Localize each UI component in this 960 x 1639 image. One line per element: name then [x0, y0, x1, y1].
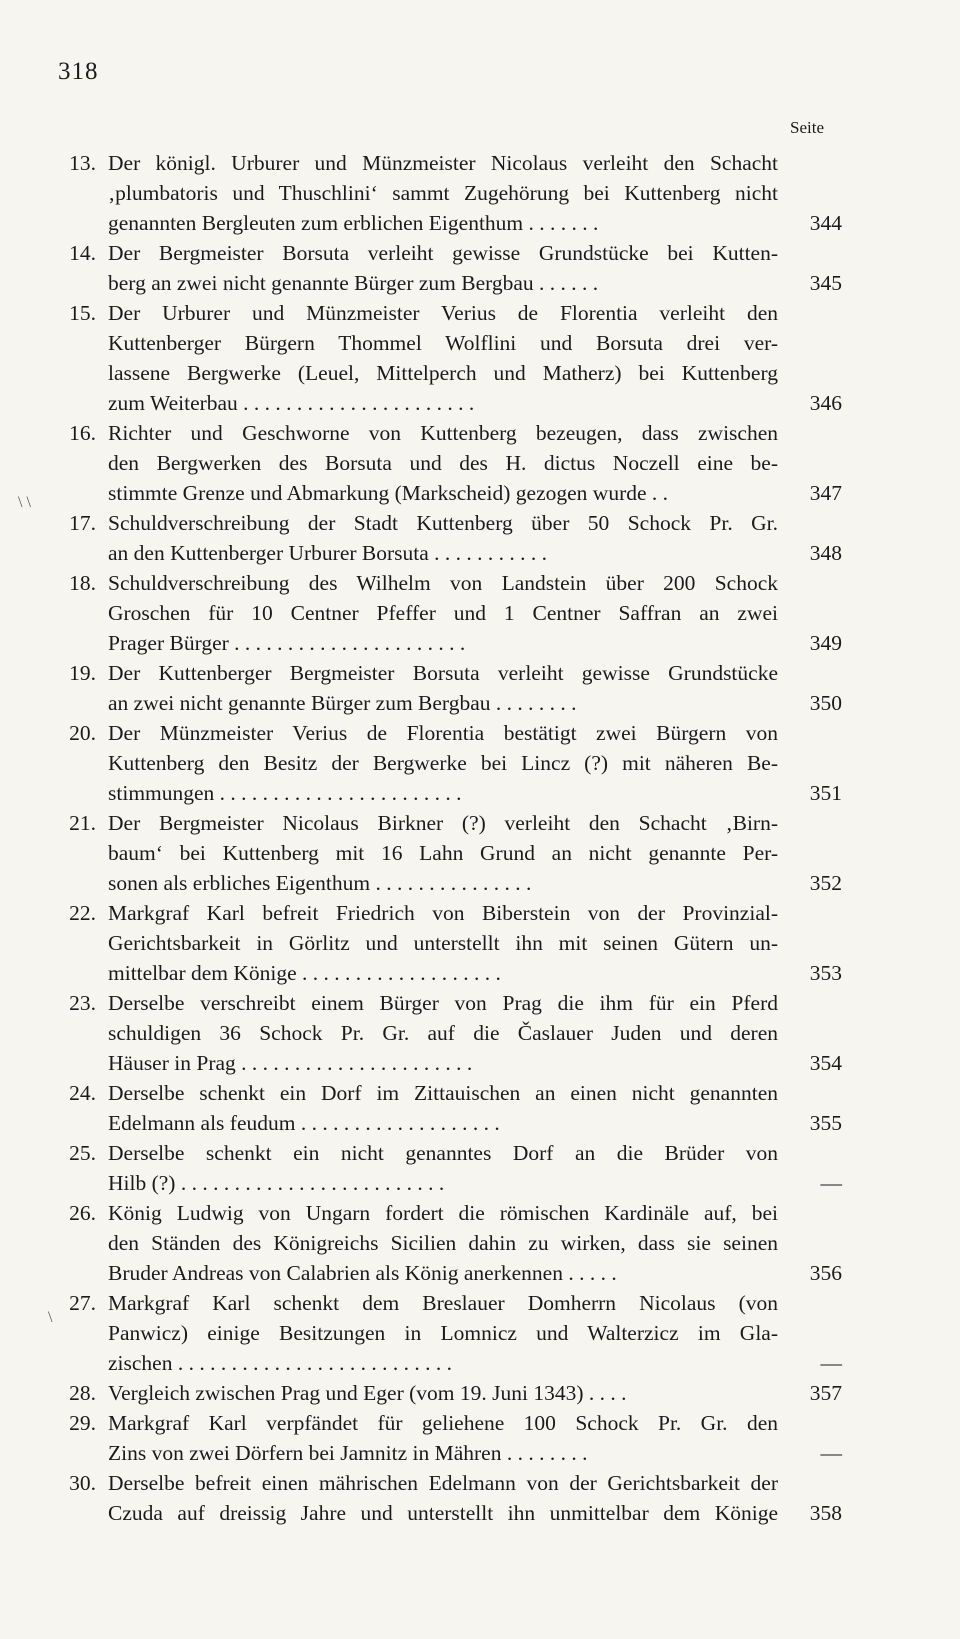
toc-entry-line: [56, 868, 846, 898]
entry-text: Markgraf Karl verpfändet für geliehene 100 Schock Pr. Gr. den: [108, 1411, 778, 1435]
toc-entry: [56, 1078, 846, 1138]
entry-page-ref: 345: [809, 271, 842, 295]
toc-entry-line: [56, 1378, 846, 1408]
margin-annotation: \: [48, 1309, 53, 1326]
entry-page-ref: 355: [809, 1111, 842, 1135]
toc-entry-line: [56, 1318, 846, 1348]
toc-entry-line: [56, 1438, 846, 1468]
entry-page-ref: 357: [809, 1381, 842, 1405]
toc-entry-line: [56, 928, 846, 958]
toc-entry: [56, 238, 846, 298]
entry-text: Der Münzmeister Verius de Florentia bestätigt zwei Bürgern von: [108, 721, 778, 745]
entry-number: 23.: [69, 991, 96, 1015]
page-number: 318: [58, 58, 99, 85]
entry-text: Schuldverschreibung des Wilhelm von Landstein über 200 Schock: [108, 571, 778, 595]
toc-entry-line: [56, 388, 846, 418]
margin-annotation: \ \: [18, 494, 31, 511]
entry-text: Markgraf Karl schenkt dem Breslauer Domherrn Nicolaus (von: [108, 1291, 778, 1315]
toc-entry: [56, 1198, 846, 1288]
toc-entry-line: [56, 418, 846, 448]
entry-text: berg an zwei nicht genannte Bürger zum Bergbau . . . . . .: [108, 271, 599, 295]
entry-text: Markgraf Karl befreit Friedrich von Biberstein von der Provinzial-: [108, 901, 778, 925]
toc-entry: [56, 148, 846, 238]
entry-text: ‚plumbatoris und Thuschlini‘ sammt Zugehörung bei Kuttenberg nicht: [108, 181, 778, 205]
toc-entry-line: [56, 748, 846, 778]
toc-entry-line: [56, 958, 846, 988]
entry-text: genannten Bergleuten zum erblichen Eigenthum . . . . . . .: [108, 211, 599, 235]
toc-entry-line: [56, 538, 846, 568]
toc-entry-line: [56, 838, 846, 868]
entry-number: 16.: [69, 421, 96, 445]
toc-entry-line: [56, 628, 846, 658]
toc-entry-line: [56, 448, 846, 478]
entry-text: schuldigen 36 Schock Pr. Gr. auf die Časlauer Juden und deren: [108, 1021, 778, 1045]
entry-number: 22.: [69, 901, 96, 925]
entry-page-ref: 353: [809, 961, 842, 985]
entry-text: den Bergwerken des Borsuta und des H. dictus Noczell eine be-: [108, 451, 778, 475]
entry-number: 30.: [69, 1471, 96, 1495]
toc-entry-line: [56, 1228, 846, 1258]
entry-text: Gerichtsbarkeit in Görlitz und unterstellt ihn mit seinen Gütern un-: [108, 931, 778, 955]
toc-entry: [56, 718, 846, 808]
entry-text: mittelbar dem Könige . . . . . . . . . . . . . . . . . . .: [108, 961, 501, 985]
toc-entry-line: [56, 1408, 846, 1438]
entry-text: Hilb (?) . . . . . . . . . . . . . . . . . . . . . . . . .: [108, 1171, 445, 1195]
entry-text: Derselbe schenkt ein Dorf im Zittauischen an einen nicht genannten: [108, 1081, 778, 1105]
toc-entry-line: [56, 688, 846, 718]
toc-entry-line: [56, 1108, 846, 1138]
entry-text: zischen . . . . . . . . . . . . . . . . . . . . . . . . . .: [108, 1351, 452, 1375]
entry-text: Derselbe schenkt ein nicht genanntes Dorf an die Brüder von: [108, 1141, 778, 1165]
entry-page-ref: 352: [809, 871, 842, 895]
toc-entry: [56, 1378, 846, 1408]
entry-number: 27.: [69, 1291, 96, 1315]
toc-entry: [56, 808, 846, 898]
entry-page-ref: —: [820, 1351, 842, 1375]
toc-entry-line: [56, 898, 846, 928]
toc-entry: [56, 1288, 846, 1378]
entry-text: Der Bergmeister Nicolaus Birkner (?) verleiht den Schacht ‚Birn-: [108, 811, 778, 835]
entry-text: Kuttenberg den Besitz der Bergwerke bei Lincz (?) mit näheren Be-: [108, 751, 778, 775]
entry-number: 13.: [69, 151, 96, 175]
entry-text: Der Urburer und Münzmeister Verius de Florentia verleiht den: [108, 301, 778, 325]
toc-entry-line: [56, 598, 846, 628]
toc-entry: [56, 898, 846, 988]
entry-text: Der königl. Urburer und Münzmeister Nicolaus verleiht den Schacht: [108, 151, 778, 175]
entry-page-ref: 346: [809, 391, 842, 415]
table-of-contents: [56, 148, 846, 1528]
entry-page-ref: 350: [809, 691, 842, 715]
toc-entry: [56, 1408, 846, 1468]
toc-entry-line: [56, 658, 846, 688]
toc-entry: [56, 1138, 846, 1198]
entry-number: 24.: [69, 1081, 96, 1105]
entry-number: 19.: [69, 661, 96, 685]
toc-entry-line: [56, 1168, 846, 1198]
toc-entry-line: [56, 1138, 846, 1168]
toc-entry-line: [56, 298, 846, 328]
entry-number: 28.: [69, 1381, 96, 1405]
toc-entry-line: [56, 1198, 846, 1228]
entry-text: Derselbe befreit einen mährischen Edelmann von der Gerichtsbarkeit der: [108, 1471, 778, 1495]
entry-page-ref: —: [820, 1441, 842, 1465]
toc-entry-line: [56, 358, 846, 388]
entry-text: Zins von zwei Dörfern bei Jamnitz in Mähren . . . . . . . .: [108, 1441, 588, 1465]
toc-entry-line: [56, 328, 846, 358]
entry-text: Kuttenberger Bürgern Thommel Wolflini und Borsuta drei ver-: [108, 331, 778, 355]
entry-page-ref: 354: [809, 1051, 842, 1075]
entry-text: an zwei nicht genannte Bürger zum Bergbau . . . . . . . .: [108, 691, 577, 715]
entry-text: lassene Bergwerke (Leuel, Mittelperch und Matherz) bei Kuttenberg: [108, 361, 778, 385]
entry-number: 15.: [69, 301, 96, 325]
toc-entry-line: [56, 1048, 846, 1078]
toc-entry-line: [56, 568, 846, 598]
entry-text: Derselbe verschreibt einem Bürger von Prag die ihm für ein Pferd: [108, 991, 778, 1015]
toc-entry: [56, 988, 846, 1078]
entry-number: 21.: [69, 811, 96, 835]
toc-entry: [56, 418, 846, 508]
toc-entry-line: [56, 718, 846, 748]
entry-page-ref: 351: [809, 781, 842, 805]
entry-text: Vergleich zwischen Prag und Eger (vom 19. Juni 1343) . . . .: [108, 1381, 627, 1405]
entry-text: Der Kuttenberger Bergmeister Borsuta verleiht gewisse Grundstücke: [108, 661, 778, 685]
toc-entry: [56, 658, 846, 718]
toc-entry-line: [56, 478, 846, 508]
entry-text: Czuda auf dreissig Jahre und unterstellt ihn unmittelbar dem Könige: [108, 1501, 778, 1525]
toc-entry: [56, 1468, 846, 1528]
entry-number: 29.: [69, 1411, 96, 1435]
toc-entry: [56, 298, 846, 418]
entry-text: Schuldverschreibung der Stadt Kuttenberg über 50 Schock Pr. Gr.: [108, 511, 778, 535]
entry-number: 25.: [69, 1141, 96, 1165]
entry-text: Bruder Andreas von Calabrien als König anerkennen . . . . .: [108, 1261, 617, 1285]
entry-text: den Ständen des Königreichs Sicilien dahin zu wirken, dass sie seinen: [108, 1231, 778, 1255]
entry-page-ref: 344: [809, 211, 842, 235]
toc-entry-line: [56, 808, 846, 838]
entry-text: Groschen für 10 Centner Pfeffer und 1 Centner Saffran an zwei: [108, 601, 778, 625]
entry-page-ref: 347: [809, 481, 842, 505]
entry-number: 17.: [69, 511, 96, 535]
entry-text: Richter und Geschworne von Kuttenberg bezeugen, dass zwischen: [108, 421, 778, 445]
toc-entry-line: [56, 238, 846, 268]
toc-entry-line: [56, 1078, 846, 1108]
toc-entry-line: [56, 1498, 846, 1528]
toc-entry-line: [56, 1258, 846, 1288]
entry-page-ref: 358: [809, 1501, 842, 1525]
entry-number: 18.: [69, 571, 96, 595]
toc-entry-line: [56, 208, 846, 238]
toc-entry-line: [56, 1018, 846, 1048]
entry-text: zum Weiterbau . . . . . . . . . . . . . . . . . . . . . .: [108, 391, 475, 415]
toc-entry-line: [56, 178, 846, 208]
entry-page-ref: 349: [809, 631, 842, 655]
toc-entry: [56, 568, 846, 658]
entry-text: Häuser in Prag . . . . . . . . . . . . . . . . . . . . . .: [108, 1051, 473, 1075]
entry-text: Der Bergmeister Borsuta verleiht gewisse Grundstücke bei Kutten-: [108, 241, 778, 265]
entry-text: an den Kuttenberger Urburer Borsuta . . . . . . . . . . .: [108, 541, 548, 565]
entry-text: Edelmann als feudum . . . . . . . . . . . . . . . . . . .: [108, 1111, 500, 1135]
page-column-header: Seite: [790, 118, 824, 137]
entry-text: stimmungen . . . . . . . . . . . . . . . . . . . . . . .: [108, 781, 462, 805]
toc-entry-line: [56, 268, 846, 298]
entry-text: Panwicz) einige Besitzungen in Lomnicz und Walterzicz im Gla-: [108, 1321, 778, 1345]
entry-text: König Ludwig von Ungarn fordert die römischen Kardinäle auf, bei: [108, 1201, 778, 1225]
toc-entry-line: [56, 1288, 846, 1318]
entry-text: stimmte Grenze und Abmarkung (Markscheid) gezogen wurde . .: [108, 481, 669, 505]
entry-text: sonen als erbliches Eigenthum . . . . . . . . . . . . . . .: [108, 871, 532, 895]
entry-number: 20.: [69, 721, 96, 745]
entry-page-ref: 348: [809, 541, 842, 565]
entry-number: 14.: [69, 241, 96, 265]
toc-entry-line: [56, 508, 846, 538]
entry-text: baum‘ bei Kuttenberg mit 16 Lahn Grund an nicht genannte Per-: [108, 841, 778, 865]
entry-text: Prager Bürger . . . . . . . . . . . . . . . . . . . . . .: [108, 631, 466, 655]
toc-entry-line: [56, 148, 846, 178]
entry-page-ref: 356: [809, 1261, 842, 1285]
entry-page-ref: —: [820, 1171, 842, 1195]
toc-entry-line: [56, 988, 846, 1018]
toc-entry-line: [56, 1348, 846, 1378]
toc-entry-line: [56, 778, 846, 808]
toc-entry-line: [56, 1468, 846, 1498]
entry-number: 26.: [69, 1201, 96, 1225]
toc-entry: [56, 508, 846, 568]
